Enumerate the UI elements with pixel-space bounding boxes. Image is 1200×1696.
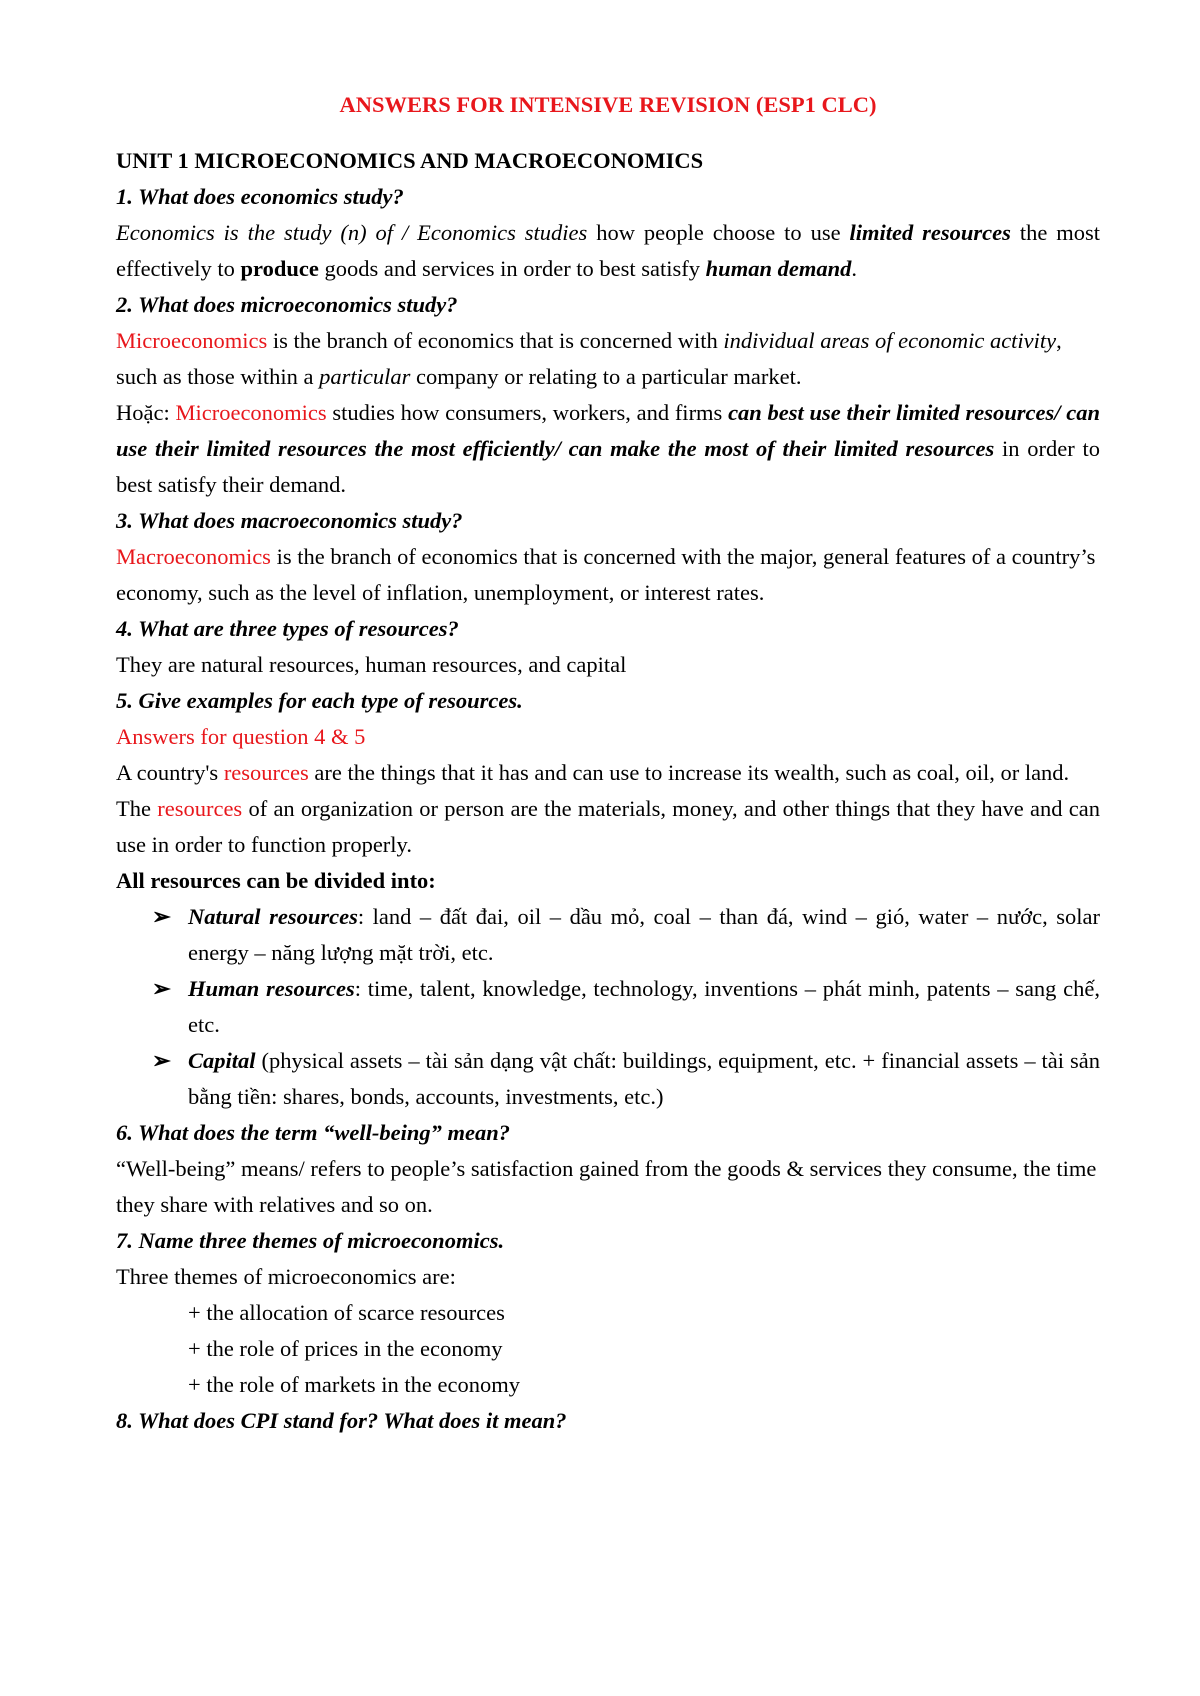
- list-item: [116, 1043, 1100, 1115]
- definition-organization-resources: [116, 791, 1100, 863]
- answer-2-emphasis: individual areas of economic activity: [723, 328, 1057, 353]
- document-body: [116, 87, 1100, 1439]
- list-item-term: Capital: [188, 1048, 256, 1073]
- answer-3: [116, 539, 1100, 611]
- definition-text: of an organization or person are the materials, money, and other things that they have and can use in order to function properly.: [116, 796, 1100, 857]
- answer-2-text: , such as those within a: [116, 328, 1062, 389]
- list-item: [116, 971, 1100, 1043]
- answers-4-5-label: Answers for question 4 & 5: [116, 724, 366, 749]
- answer-1-term-human-demand: human demand: [705, 256, 852, 281]
- question-4: 4. What are three types of resources?: [116, 616, 459, 641]
- answer-1-term-limited-resources: limited resources: [849, 220, 1011, 245]
- question-1: 1. What does economics study?: [116, 184, 404, 209]
- question-7: 7. Name three themes of microeconomics.: [116, 1228, 505, 1253]
- answer-7-intro: Three themes of microeconomics are:: [116, 1264, 456, 1289]
- list-item-term: Human resources: [188, 976, 355, 1001]
- answer-1-intro: Economics is the study (n) of / Economics studies: [116, 220, 588, 245]
- document-title: ANSWERS FOR INTENSIVE REVISION (ESP1 CLC): [339, 92, 877, 117]
- answer-2-alt-term: Microeconomics: [175, 400, 327, 425]
- arrow-bullet-icon: ➢: [152, 976, 171, 1001]
- answer-1-term-produce: produce: [240, 256, 319, 281]
- list-item-text: (physical assets – tài sản dạng vật chất: buildings, equipment, etc. + financial assets – tài sản bằng tiền: shares, bonds, accounts, investments, etc.): [188, 1048, 1100, 1109]
- answer-2-alt-emphasis: can best use their limited resources/ can use their limited resources the most efficiently/ can make the most of their limited resources: [116, 400, 1101, 461]
- answer-3-text: is the branch of economics that is concerned with the major, general features of a country’s economy, such as the level of inflation, unemployment, or interest rates.: [116, 544, 1096, 605]
- theme-item: + the role of markets in the economy: [188, 1372, 520, 1397]
- question-3: 3. What does macroeconomics study?: [116, 508, 463, 533]
- answer-2-alt-prefix: Hoặc:: [116, 400, 176, 425]
- answer-2-term-microeconomics: Microeconomics: [116, 328, 268, 353]
- definition-text: A country's: [116, 760, 224, 785]
- answer-2-alt-text: studies how consumers, workers, and firms: [326, 400, 729, 425]
- theme-item: + the allocation of scarce resources: [188, 1300, 505, 1325]
- arrow-bullet-icon: ➢: [152, 1048, 171, 1073]
- answer-6: “Well-being” means/ refers to people’s satisfaction gained from the goods & services they consume, the time they share with relatives and so on.: [116, 1156, 1097, 1217]
- list-item: [116, 899, 1100, 971]
- definition-country-resources: [116, 755, 1100, 791]
- answer-1-text: .: [851, 256, 857, 281]
- arrow-bullet-icon: ➢: [152, 904, 171, 929]
- answer-1-text: goods and services in order to best satisfy: [318, 256, 706, 281]
- answer-2-alt-text: in order to best satisfy their demand.: [116, 436, 1100, 497]
- definition-text: The: [116, 796, 158, 821]
- question-2: 2. What does microeconomics study?: [116, 292, 458, 317]
- answer-1-text: the most effectively to: [116, 220, 1101, 281]
- question-5: 5. Give examples for each type of resources.: [116, 688, 523, 713]
- answer-1: [116, 215, 1100, 287]
- definition-text: are the things that it has and can use to increase its wealth, such as coal, oil, or land.: [308, 760, 1070, 785]
- theme-item: + the role of prices in the economy: [188, 1336, 503, 1361]
- answer-1-text: how people choose to use: [587, 220, 850, 245]
- answer-2-alternative: [116, 395, 1100, 503]
- answer-2-text: company or relating to a particular market.: [410, 364, 802, 389]
- list-item-text: : land – đất đai, oil – dầu mỏ, coal – than đá, wind – gió, water – nước, solar energy – năng lượng mặt trời, etc.: [188, 904, 1100, 965]
- answer-2-emphasis: particular: [319, 364, 411, 389]
- answer-2-text: is the branch of economics that is concerned with: [267, 328, 724, 353]
- resources-divided-heading: All resources can be divided into:: [116, 868, 436, 893]
- resource-types-list: [116, 899, 1100, 1115]
- definition-term: resources: [223, 760, 309, 785]
- question-6: 6. What does the term “well-being” mean?: [116, 1120, 510, 1145]
- answer-2: [116, 323, 1100, 395]
- answer-4: They are natural resources, human resources, and capital: [116, 652, 627, 677]
- answer-3-term-macroeconomics: Macroeconomics: [116, 544, 271, 569]
- definition-term: resources: [157, 796, 243, 821]
- unit-heading: UNIT 1 MICROECONOMICS AND MACROECONOMICS: [116, 148, 704, 173]
- list-item-text: : time, talent, knowledge, technology, inventions – phát minh, patents – sang chế, etc.: [188, 976, 1101, 1037]
- question-8: 8. What does CPI stand for? What does it mean?: [116, 1408, 567, 1433]
- list-item-term: Natural resources: [188, 904, 358, 929]
